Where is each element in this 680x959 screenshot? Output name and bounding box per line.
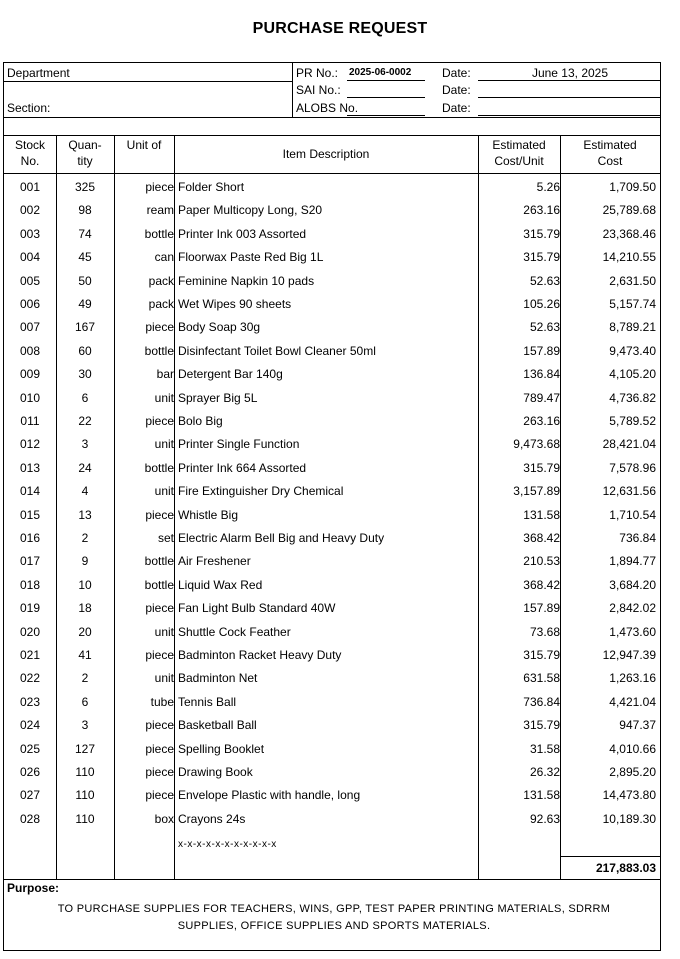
stock-no-cell: 007 xyxy=(19,320,41,335)
table-row xyxy=(4,387,660,410)
stock-no-cell: 026 xyxy=(19,765,41,779)
unit-cost-cell: 52.63 xyxy=(529,273,560,288)
description-cell: Feminine Napkin 10 pads xyxy=(178,273,315,288)
description-cell: Paper Multicopy Long, S20 xyxy=(178,203,323,218)
unit-cost-cell: 157.89 xyxy=(523,343,560,358)
unit-cost-cell: 368.42 xyxy=(523,577,560,592)
unit-cell: unit xyxy=(154,671,174,686)
unit-cell: unit xyxy=(154,624,174,639)
unit-cell: unit xyxy=(154,484,174,499)
cost-cell: 28,421.04 xyxy=(602,437,656,452)
description-cell: Sprayer Big 5L xyxy=(178,390,258,405)
table-row xyxy=(4,761,660,784)
description-cell: Folder Short xyxy=(178,180,245,194)
cost-cell: 736.84 xyxy=(619,531,656,545)
cost-cell: 4,736.82 xyxy=(609,390,656,405)
table-row xyxy=(4,504,660,527)
cost-cell: 25,789.68 xyxy=(602,203,656,218)
stock-no-cell: 005 xyxy=(19,273,41,288)
table-row xyxy=(4,784,660,807)
cost-cell: 1,263.16 xyxy=(609,671,656,686)
table-row xyxy=(4,293,660,316)
description-cell: Detergent Bar 140g xyxy=(178,367,283,382)
unit-cost-cell: 52.63 xyxy=(529,320,560,335)
unit-cell: piece xyxy=(145,765,174,779)
col-header-cost: Estimated Cost xyxy=(583,138,637,168)
cost-cell: 7,578.96 xyxy=(609,460,656,475)
cost-cell: 8,789.21 xyxy=(609,320,656,335)
table-top-border xyxy=(4,135,660,136)
unit-cost-cell: 736.84 xyxy=(523,694,560,709)
unit-cost-cell: 263.16 xyxy=(523,203,560,218)
description-cell: Badminton Net xyxy=(178,671,258,686)
purchase-request-form xyxy=(3,62,661,951)
table-row xyxy=(4,340,660,363)
unit-cell: piece xyxy=(145,718,174,733)
col-header-description: Item Description xyxy=(282,147,370,161)
col-header-unit-cost: Estimated Cost/Unit xyxy=(492,138,546,168)
document-title: PURCHASE REQUEST xyxy=(252,20,428,37)
unit-cell: piece xyxy=(145,180,174,194)
unit-cell: bottle xyxy=(144,554,174,569)
stock-no-cell: 020 xyxy=(19,624,41,639)
unit-cost-cell: 789.47 xyxy=(523,390,560,405)
unit-cell: piece xyxy=(145,601,174,616)
description-cell: Wet Wipes 90 sheets xyxy=(178,297,292,311)
cost-cell: 3,684.20 xyxy=(609,577,656,592)
cost-cell: 5,789.52 xyxy=(609,414,656,428)
description-cell: Floorwax Paste Red Big 1L xyxy=(178,250,324,265)
stock-no-cell: 021 xyxy=(19,648,41,662)
purpose-line-2: SUPPLIES, OFFICE SUPPLIES AND SPORTS MATERIALS. xyxy=(177,920,491,932)
stock-no-cell: 004 xyxy=(19,250,41,265)
col-header-unit: Unit of xyxy=(126,138,162,152)
alobs-no-label: ALOBS No. xyxy=(296,101,359,115)
quantity-cell: 10 xyxy=(78,577,92,592)
cost-cell: 1,710.54 xyxy=(609,507,656,522)
quantity-cell: 22 xyxy=(78,414,92,428)
description-cell: Air Freshener xyxy=(178,554,251,569)
unit-cost-cell: 368.42 xyxy=(523,531,560,545)
table-row xyxy=(4,199,660,222)
stock-no-cell: 003 xyxy=(19,226,41,241)
table-row xyxy=(4,808,660,831)
unit-cost-cell: 105.26 xyxy=(523,297,560,311)
table-row xyxy=(4,316,660,339)
unit-cell: pack xyxy=(148,297,174,311)
unit-cell: piece xyxy=(145,788,174,803)
description-cell: Tennis Ball xyxy=(178,694,237,709)
quantity-cell: 127 xyxy=(74,741,96,756)
table-row xyxy=(4,246,660,269)
unit-cell: tube xyxy=(150,694,174,709)
stock-no-cell: 016 xyxy=(19,531,41,545)
pr-no-underline xyxy=(347,80,425,81)
stock-no-cell: 011 xyxy=(20,414,40,428)
stock-no-cell: 006 xyxy=(19,297,41,311)
unit-cell: can xyxy=(154,250,174,265)
stock-no-cell: 014 xyxy=(19,484,41,499)
unit-cell: piece xyxy=(145,741,174,756)
unit-cell: set xyxy=(157,531,174,545)
unit-cost-cell: 315.79 xyxy=(523,226,560,241)
quantity-cell: 13 xyxy=(78,507,92,522)
cost-cell: 4,105.20 xyxy=(609,367,656,382)
unit-cost-cell: 210.53 xyxy=(523,554,560,569)
unit-cell: bottle xyxy=(144,226,174,241)
cost-cell: 2,631.50 xyxy=(609,273,656,288)
purpose-line-1: TO PURCHASE SUPPLIES FOR TEACHERS, WINS, GPP, TEST PAPER PRINTING MATERIALS, SDRRM xyxy=(57,903,611,915)
quantity-cell: 167 xyxy=(74,320,96,335)
department-label: Department xyxy=(7,66,70,80)
unit-cell: bar xyxy=(156,367,174,382)
description-cell: Spelling Booklet xyxy=(178,741,265,756)
pr-no-value: 2025-06-0002 xyxy=(349,67,412,78)
table-row xyxy=(4,433,660,456)
stock-no-cell: 022 xyxy=(19,671,41,686)
table-row xyxy=(4,410,660,433)
unit-cost-cell: 315.79 xyxy=(523,250,560,265)
quantity-cell: 60 xyxy=(78,343,92,358)
cost-cell: 947.37 xyxy=(619,718,656,733)
stock-no-cell: 001 xyxy=(19,180,41,194)
description-cell: Whistle Big xyxy=(178,507,239,522)
unit-cost-cell: 5.26 xyxy=(536,180,560,194)
department-divider xyxy=(4,81,292,82)
unit-cell: unit xyxy=(154,390,174,405)
table-row xyxy=(4,621,660,644)
table-row xyxy=(4,176,660,199)
description-cell: Fan Light Bulb Standard 40W xyxy=(178,601,336,616)
unit-cost-cell: 73.68 xyxy=(529,624,560,639)
unit-cost-cell: 131.58 xyxy=(523,507,560,522)
stock-no-cell: 008 xyxy=(19,343,41,358)
description-cell: Basketball Ball xyxy=(178,718,257,733)
unit-cell: piece xyxy=(145,320,174,335)
unit-cost-cell: 315.79 xyxy=(523,460,560,475)
description-cell: Body Soap 30g xyxy=(178,320,261,335)
description-cell: Printer Single Function xyxy=(178,437,300,452)
unit-cost-cell: 157.89 xyxy=(523,601,560,616)
table-row xyxy=(4,714,660,737)
cost-cell: 2,895.20 xyxy=(609,765,656,779)
total-top-border xyxy=(560,856,660,857)
quantity-cell: 110 xyxy=(75,811,95,826)
quantity-cell: 45 xyxy=(78,250,92,265)
stock-no-cell: 024 xyxy=(19,718,41,733)
alobs-no-underline xyxy=(347,115,425,116)
quantity-cell: 325 xyxy=(74,180,96,194)
stock-no-cell: 018 xyxy=(19,577,41,592)
unit-cell: box xyxy=(154,811,174,826)
table-row xyxy=(4,527,660,550)
unit-cell: pack xyxy=(148,273,174,288)
cost-cell: 12,947.39 xyxy=(602,648,656,662)
quantity-cell: 49 xyxy=(78,297,92,311)
stock-no-cell: 028 xyxy=(19,811,41,826)
sai-no-label: SAI No.: xyxy=(296,83,341,97)
pr-no-label: PR No.: xyxy=(296,66,339,80)
cost-cell: 14,473.80 xyxy=(602,788,656,803)
cost-cell: 4,421.04 xyxy=(609,694,656,709)
cost-cell: 2,842.02 xyxy=(609,601,656,616)
date-label-3: Date: xyxy=(442,101,471,115)
stock-no-cell: 013 xyxy=(19,460,41,475)
unit-cost-cell: 131.58 xyxy=(523,788,560,803)
table-row xyxy=(4,363,660,386)
cost-cell: 4,010.66 xyxy=(609,741,656,756)
table-row xyxy=(4,691,660,714)
quantity-cell: 110 xyxy=(75,765,95,779)
date-underline-1 xyxy=(478,80,660,81)
end-of-list-marker: x-x-x-x-x-x-x-x-x-x-x xyxy=(178,839,277,850)
cost-cell: 23,368.46 xyxy=(602,226,656,241)
cost-cell: 10,189.30 xyxy=(602,811,656,826)
stock-no-cell: 019 xyxy=(19,601,41,616)
quantity-cell: 110 xyxy=(75,788,95,803)
description-cell: Bolo Big xyxy=(178,414,223,428)
quantity-cell: 6 xyxy=(81,694,89,709)
description-cell: Badminton Racket Heavy Duty xyxy=(178,648,342,662)
table-row xyxy=(4,457,660,480)
unit-cost-cell: 631.58 xyxy=(523,671,560,686)
table-row xyxy=(4,597,660,620)
table-row xyxy=(4,550,660,573)
cost-cell: 5,157.74 xyxy=(609,297,656,311)
quantity-cell: 2 xyxy=(81,531,89,545)
stock-no-cell: 027 xyxy=(19,788,41,803)
col-header-stock: Stock No. xyxy=(14,138,45,168)
unit-cell: piece xyxy=(145,414,174,428)
unit-cost-cell: 3,157.89 xyxy=(513,484,560,499)
purpose-label: Purpose: xyxy=(7,881,60,895)
quantity-cell: 41 xyxy=(78,648,92,662)
quantity-cell: 30 xyxy=(78,367,92,382)
quantity-cell: 4 xyxy=(81,484,89,499)
quantity-cell: 98 xyxy=(78,203,92,218)
date-underline-3 xyxy=(478,115,660,116)
description-cell: Electric Alarm Bell Big and Heavy Duty xyxy=(178,531,385,545)
description-cell: Printer Ink 003 Assorted xyxy=(178,226,307,241)
quantity-cell: 6 xyxy=(81,390,89,405)
sai-no-underline xyxy=(347,97,425,98)
pr-date-value: June 13, 2025 xyxy=(531,66,609,80)
description-cell: Disinfectant Toilet Bowl Cleaner 50ml xyxy=(178,343,376,358)
unit-cost-cell: 263.16 xyxy=(523,414,560,428)
purpose-text xyxy=(24,901,644,935)
unit-cell: unit xyxy=(154,437,174,452)
stock-no-cell: 017 xyxy=(19,554,41,569)
unit-cost-cell: 26.32 xyxy=(529,765,560,779)
description-cell: Fire Extinguisher Dry Chemical xyxy=(178,484,344,499)
unit-cell: bottle xyxy=(144,343,174,358)
stock-no-cell: 025 xyxy=(19,741,41,756)
cost-cell: 9,473.40 xyxy=(609,343,656,358)
col-header-qty: Quan- tity xyxy=(68,138,102,168)
header-column-divider xyxy=(292,63,293,117)
unit-cell: ream xyxy=(146,203,174,218)
description-cell: Shuttle Cock Feather xyxy=(178,624,291,639)
table-row xyxy=(4,644,660,667)
table-row xyxy=(4,223,660,246)
description-cell: Envelope Plastic with handle, long xyxy=(178,788,361,803)
stock-no-cell: 023 xyxy=(19,694,41,709)
stock-no-cell: 012 xyxy=(19,437,41,452)
quantity-cell: 18 xyxy=(78,601,92,616)
cost-cell: 14,210.55 xyxy=(602,250,656,265)
quantity-cell: 3 xyxy=(81,437,89,452)
table-row xyxy=(4,738,660,761)
unit-cost-cell: 315.79 xyxy=(523,648,560,662)
date-label-1: Date: xyxy=(442,66,471,80)
cost-cell: 1,709.50 xyxy=(609,180,656,194)
quantity-cell: 2 xyxy=(81,671,89,686)
unit-cell: piece xyxy=(145,648,174,662)
date-label-2: Date: xyxy=(442,83,471,97)
table-row xyxy=(4,480,660,503)
unit-cell: bottle xyxy=(144,577,174,592)
unit-cell: piece xyxy=(145,507,174,522)
table-bottom-border xyxy=(4,879,660,880)
quantity-cell: 9 xyxy=(81,554,89,569)
quantity-cell: 3 xyxy=(81,718,89,733)
quantity-cell: 74 xyxy=(78,226,92,241)
quantity-cell: 24 xyxy=(78,460,92,475)
table-row xyxy=(4,667,660,690)
quantity-cell: 20 xyxy=(78,624,92,639)
stock-no-cell: 009 xyxy=(19,367,41,382)
section-label: Section: xyxy=(7,101,51,115)
stock-no-cell: 010 xyxy=(19,390,41,405)
description-cell: Printer Ink 664 Assorted xyxy=(178,460,307,475)
unit-cost-cell: 136.84 xyxy=(523,367,560,382)
unit-cost-cell: 31.58 xyxy=(529,741,560,756)
table-header-bottom-border xyxy=(4,173,660,174)
unit-cell: bottle xyxy=(144,460,174,475)
cost-cell: 12,631.56 xyxy=(602,484,656,499)
unit-cost-cell: 315.79 xyxy=(523,718,560,733)
cost-cell: 1,473.60 xyxy=(609,624,656,639)
unit-cost-cell: 9,473.68 xyxy=(513,437,560,452)
description-cell: Liquid Wax Red xyxy=(178,577,263,592)
unit-cost-cell: 92.63 xyxy=(529,811,560,826)
table-row xyxy=(4,270,660,293)
stock-no-cell: 002 xyxy=(19,203,41,218)
description-cell: Crayons 24s xyxy=(178,811,246,826)
date-underline-2 xyxy=(478,97,660,98)
table-row xyxy=(4,574,660,597)
stock-no-cell: 015 xyxy=(19,507,41,522)
section-bottom-border xyxy=(4,117,660,118)
grand-total: 217,883.03 xyxy=(595,861,656,875)
quantity-cell: 50 xyxy=(78,273,92,288)
cost-cell: 1,894.77 xyxy=(609,554,656,569)
description-cell: Drawing Book xyxy=(178,765,253,779)
